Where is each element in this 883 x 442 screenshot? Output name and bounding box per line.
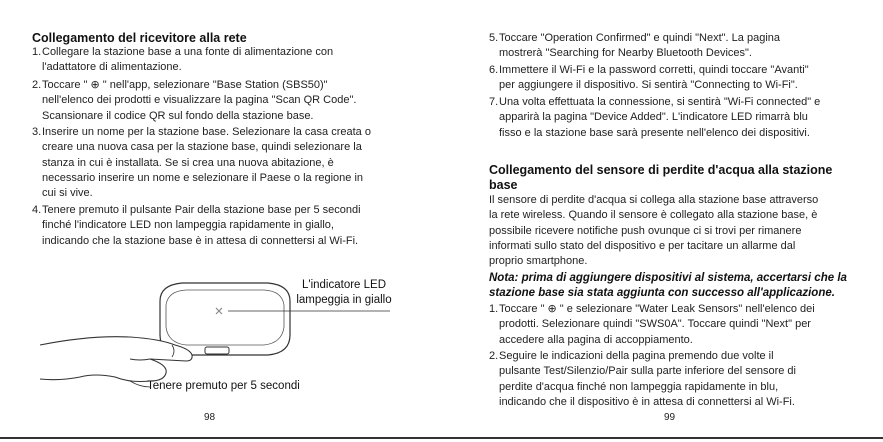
- step-line: perdite d'acqua finché non lampeggia rapidamente in blu,: [499, 380, 779, 393]
- paragraph-line: Il sensore di perdite d'acqua si collega alla stazione base attraverso: [489, 194, 819, 206]
- step-line: Una volta effettuata la connessione, si sentirà "Wi-Fi connected" e: [499, 96, 821, 108]
- step-number: 2.: [32, 79, 42, 91]
- step-line: necessario inserire un nome e selezionare il Paese o la regione in: [42, 171, 364, 184]
- right-step-6: [489, 63, 879, 94]
- step-number: 2.: [489, 350, 499, 362]
- page-number-left: 98: [204, 412, 216, 423]
- step-line: Toccare "Operation Confirmed" e quindi "Next". La pagina: [499, 32, 780, 44]
- left-step-2: [32, 78, 432, 124]
- page-number-right: 99: [664, 412, 676, 423]
- right-step-b1: [489, 302, 879, 348]
- step-line: indicando che la stazione base è in attesa di connettersi al Wi-Fi.: [42, 234, 359, 247]
- paragraph-line: proprio smartphone.: [489, 255, 588, 268]
- step-line: accedere alla pagina di accoppiamento.: [499, 333, 693, 346]
- step-line: nell'elenco dei prodotti e visualizzare la pagina "Scan QR Code".: [42, 94, 357, 107]
- paragraph-line: la rete wireless. Quando il sensore è collegato alla stazione base, è: [489, 209, 818, 222]
- left-section-title: Collegamento del ricevitore alla rete: [32, 31, 247, 45]
- note-line: Nota: prima di aggiungere dispositivi al sistema, accertarsi che la: [489, 272, 847, 284]
- step-line: Toccare " ⊕ " nell'app, selezionare "Base Station (SBS50)": [42, 79, 328, 91]
- step-line: Immettere il Wi-Fi e la password corretti, quindi toccare "Avanti": [499, 64, 809, 76]
- step-line: pulsante Test/Silenzio/Pair sulla parte inferiore del sensore di: [499, 365, 796, 378]
- paragraph-line: informati sullo stato del dispositivo e per tacitare un allarme dal: [489, 239, 796, 252]
- step-line: Tenere premuto il pulsante Pair della stazione base per 5 secondi: [42, 204, 361, 216]
- title-line: Collegamento del sensore di perdite d'acqua alla stazione: [489, 163, 833, 177]
- step-line: per aggiungere il dispositivo. Si sentirà "Connecting to Wi-Fi".: [499, 79, 798, 92]
- left-step-1: [32, 45, 432, 76]
- step-line: indicando che il dispositivo è in attesa di connettersi al Wi-Fi.: [499, 395, 795, 408]
- step-number: 3.: [32, 126, 42, 138]
- title-line: base: [489, 178, 518, 192]
- step-line: fisso e la stazione base sarà presente nell'elenco dei dispositivi.: [499, 126, 810, 139]
- step-line: finché l'indicatore LED non lampeggia rapidamente in giallo,: [42, 219, 334, 232]
- bottom-border: [0, 437, 883, 439]
- right-section-title: [489, 163, 879, 193]
- right-step-5: [489, 31, 879, 62]
- right-step-7: [489, 95, 879, 141]
- led-callout-line: lampeggia in giallo: [296, 294, 392, 306]
- step-line: l'adattatore di alimentazione.: [42, 61, 182, 74]
- right-paragraph: [489, 193, 879, 269]
- step-number: 7.: [489, 96, 499, 108]
- step-line: stanza in cui è installata. Se si crea una nuova abitazione, è: [42, 156, 334, 169]
- left-step-3: [32, 125, 432, 201]
- paragraph-line: possibile ricevere notifiche push ovunque ci si trovi per rimanere: [489, 224, 802, 237]
- step-line: Scansionare il codice QR sul fondo della stazione base.: [42, 109, 314, 122]
- step-line: mostrerà "Searching for Nearby Bluetooth Devices".: [499, 47, 752, 60]
- right-note: [489, 271, 881, 301]
- step-number: 6.: [489, 64, 499, 76]
- left-step-4: [32, 203, 432, 249]
- step-line: Inserire un nome per la stazione base. Selezionare la casa creata o: [42, 126, 371, 138]
- step-line: prodotti. Selezionare quindi "SWS0A". Toccare quindi "Next" per: [499, 318, 811, 331]
- step-line: Collegare la stazione base a una fonte di alimentazione con: [42, 46, 334, 58]
- led-callout: [291, 278, 397, 308]
- step-number: 4.: [32, 204, 42, 216]
- note-line: stazione base sia stata aggiunta con successo all'applicazione.: [489, 287, 835, 299]
- step-line: Toccare " ⊕ " e selezionare "Water Leak Sensors" nell'elenco dei: [499, 303, 815, 315]
- step-line: creare una nuova casa per la stazione base, quindi selezionare la: [42, 141, 362, 154]
- step-number: 1.: [489, 303, 499, 315]
- press-callout: Tenere premuto per 5 secondi: [147, 380, 300, 392]
- step-line: apparirà la pagina "Device Added". L'indicatore LED rimarrà blu: [499, 111, 808, 124]
- step-line: cui si vive.: [42, 187, 93, 200]
- step-line: Seguire le indicazioni della pagina premendo due volte il: [499, 350, 774, 362]
- led-callout-line: L'indicatore LED: [301, 279, 387, 291]
- step-number: 1.: [32, 46, 42, 58]
- step-number: 5.: [489, 32, 499, 44]
- right-step-b2: [489, 349, 879, 410]
